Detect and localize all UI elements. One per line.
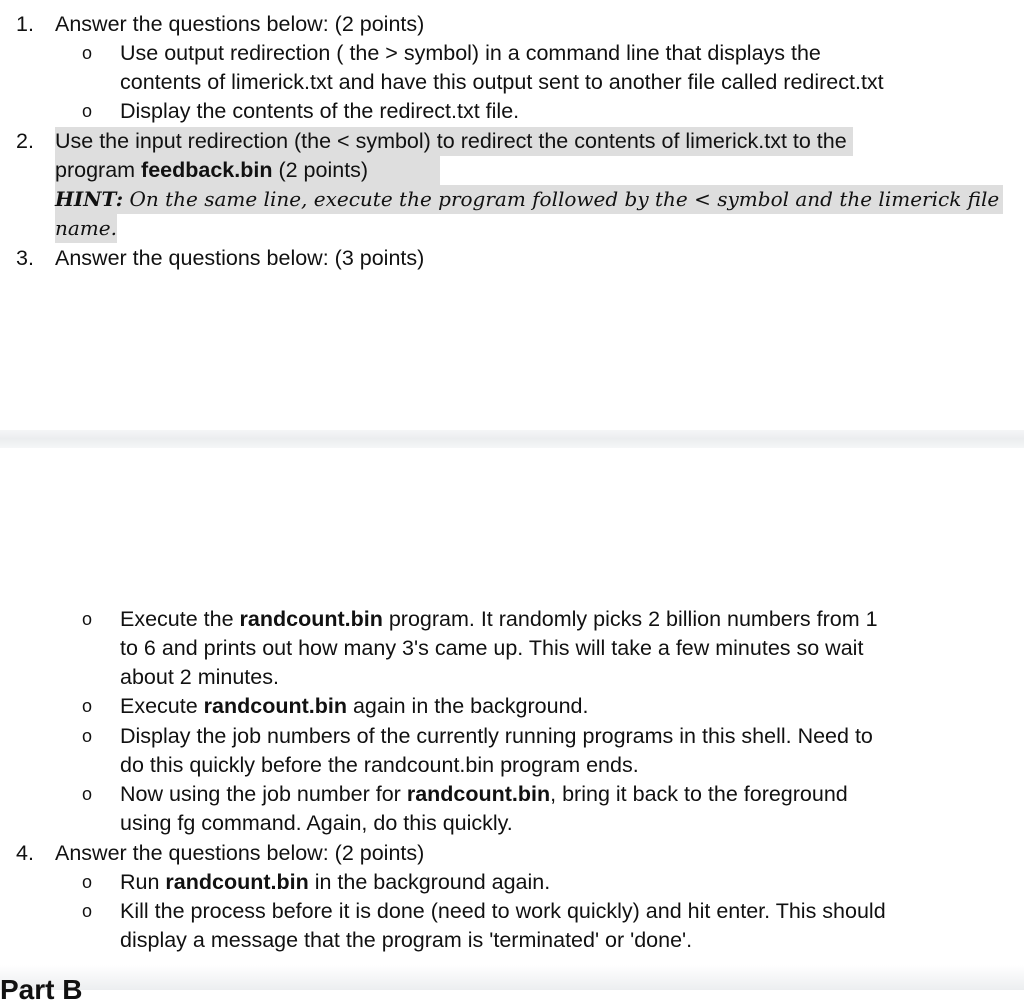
q3-bullet3-line2: do this quickly before the randcount.bin program ends. <box>120 753 639 777</box>
q3-bullet2 <box>120 692 588 721</box>
q4-title: Answer the questions below: (2 points) <box>55 841 425 865</box>
bullet-icon: o <box>82 609 93 629</box>
q3-b4-post: , bring it back to the foreground <box>550 782 848 806</box>
page-bottom-shadow <box>0 965 1024 1005</box>
q2-line2-pre: program <box>55 158 142 182</box>
q2-number: 2. <box>16 129 34 153</box>
q3-b1-post: program. It randomly picks 2 billion numbers from 1 <box>382 607 878 631</box>
q2-hint-text: On the same line, execute the program followed by the < symbol and the limerick file <box>123 187 1000 211</box>
q3-title: Answer the questions below: (3 points) <box>55 246 425 270</box>
page-break-divider <box>0 430 1024 448</box>
q4-bullet2-line1: Kill the process before it is done (need to work quickly) and hit enter. This should <box>120 899 886 923</box>
q4-number: 4. <box>16 841 34 865</box>
bullet-icon: o <box>82 43 93 63</box>
q3-bullet4-line1 <box>120 780 848 809</box>
q3-b2-pre: Execute <box>120 694 204 718</box>
q3-bullet1-line1 <box>120 605 878 634</box>
q3-b2-program: randcount.bin <box>203 694 347 718</box>
q1-bullet2: Display the contents of the redirect.txt file. <box>120 99 520 123</box>
q3-bullet1-line3: about 2 minutes. <box>120 665 279 689</box>
q1-bullet1-line1: Use output redirection ( the > symbol) in a command line that displays the <box>120 41 821 65</box>
q3-bullet3-line1: Display the job numbers of the currently running programs in this shell. Need to <box>120 724 873 748</box>
q3-b2-post: again in the background. <box>347 694 589 718</box>
q3-number: 3. <box>16 246 34 270</box>
q2-line2-post: (2 points) <box>272 158 369 182</box>
q2-hint-label: HINT: <box>55 187 124 211</box>
q4-b1-post: in the background again. <box>308 870 551 894</box>
q3-b1-program: randcount.bin <box>239 607 383 631</box>
q3-b4-pre: Now using the job number for <box>120 782 407 806</box>
q2-line2 <box>55 156 440 185</box>
q1-number: 1. <box>16 12 34 36</box>
q4-bullet2-line2: display a message that the program is 'terminated' or 'done'. <box>120 928 693 952</box>
bullet-icon: o <box>82 726 93 746</box>
bullet-icon: o <box>82 696 93 716</box>
bullet-icon: o <box>82 872 93 892</box>
q2-hint-line1 <box>55 185 1003 214</box>
q4-bullet1 <box>120 868 550 897</box>
q1-bullet1-line2: contents of limerick.txt and have this output sent to another file called redirect.txt <box>120 70 884 94</box>
q2-hint-line2: name. <box>55 214 117 243</box>
q3-b1-pre: Execute the <box>120 607 240 631</box>
q4-b1-program: randcount.bin <box>165 870 309 894</box>
q3-bullet1-line2: to 6 and prints out how many 3's came up. This will take a few minutes so wait <box>120 636 864 660</box>
bullet-icon: o <box>82 901 93 921</box>
q3-b4-program: randcount.bin <box>406 782 551 806</box>
q2-line1: Use the input redirection (the < symbol) to redirect the contents of limerick.txt to the <box>55 127 853 156</box>
q2-program: feedback.bin <box>141 158 273 182</box>
bullet-icon: o <box>82 101 93 121</box>
bullet-icon: o <box>82 784 93 804</box>
q1-title: Answer the questions below: (2 points) <box>55 12 425 36</box>
cut-off-heading: Part B <box>0 974 83 1005</box>
q3-bullet4-line2: using fg command. Again, do this quickly. <box>120 811 513 835</box>
q4-b1-pre: Run <box>120 870 166 894</box>
